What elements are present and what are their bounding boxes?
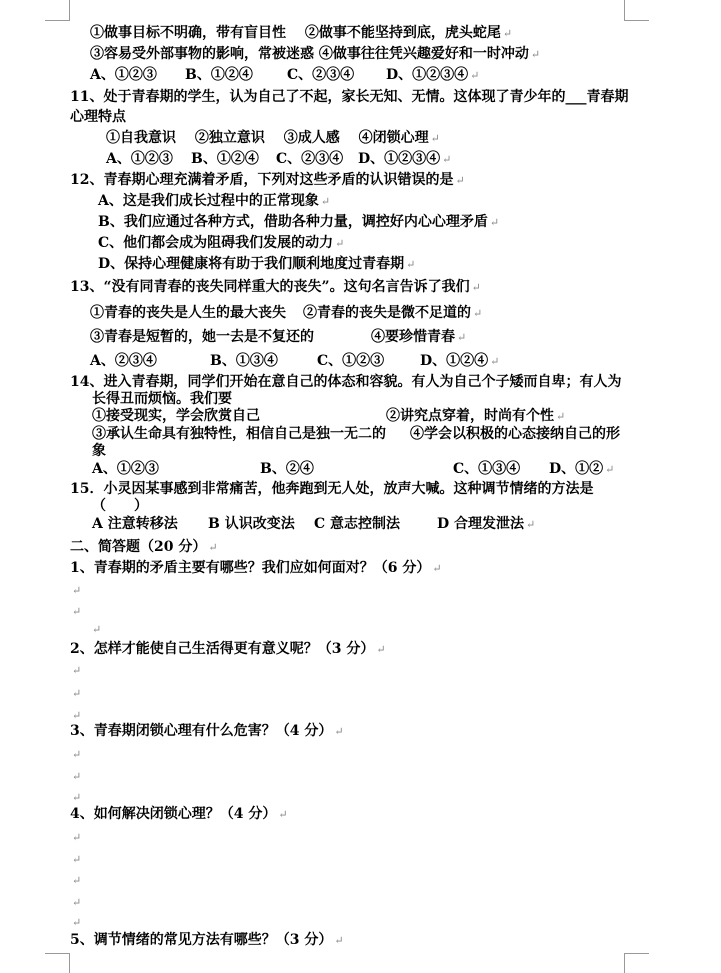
q11-choice-b: B、①②④ xyxy=(191,151,259,167)
q12-option-c: C、他们都会成为阻碍我们发展的动力 ↵ xyxy=(98,235,345,251)
q11-choice-d: D、①②③④ ↵ xyxy=(358,151,452,167)
blank-line: ↵ xyxy=(72,687,82,700)
q14-item-3: ③承认生命具有独特性，相信自己是独一无二的 xyxy=(92,426,386,442)
blank-line: ↵ xyxy=(72,770,82,783)
blank-line: ↵ xyxy=(72,916,82,929)
q13-item-4: ④要珍惜青春 ↵ xyxy=(371,329,467,345)
q13-choice-c: C、①②③ xyxy=(317,353,385,369)
blank-line: ↵ xyxy=(72,791,82,804)
q14-choice-d: D、①② ↵ xyxy=(549,461,615,477)
q10-choice-d: D、①②③④ ↵ xyxy=(386,67,480,83)
q12-option-a: A、这是我们成长过程中的正常现象 ↵ xyxy=(98,193,331,209)
crop-mark-bottom-right-h xyxy=(624,953,649,954)
blank-line: ↵ xyxy=(72,605,82,618)
q15-choice-a: A 注意转移法 xyxy=(92,516,178,532)
q14-item-4: ④学会以积极的心态接纳自己的形 xyxy=(410,426,620,442)
q13-item-1: ①青春的丧失是人生的最大丧失 xyxy=(90,305,286,321)
q10-choice-b: B、①②④ xyxy=(185,67,253,83)
short-answer-q1: 1、青春期的矛盾主要有哪些？我们应如何面对？（6 分） ↵ xyxy=(70,560,442,576)
crop-mark-bottom-right-v xyxy=(624,953,625,973)
crop-mark-top-right-v xyxy=(624,0,625,20)
blank-line: ↵ xyxy=(72,709,82,722)
blank-line: ↵ xyxy=(72,584,82,597)
q15-choice-d: D 合理发泄法 ↵ xyxy=(437,516,536,532)
crop-mark-top-left-h xyxy=(45,20,70,21)
section-2-title: 二、简答题（20 分） ↵ xyxy=(70,539,218,555)
q12-option-b: B、我们应通过各种方式，借助各种力量，调控好内心心理矛盾 ↵ xyxy=(98,214,500,230)
q11-choice-a: A、①②③ xyxy=(106,151,173,167)
crop-mark-bottom-left-v xyxy=(69,953,70,973)
q15-stem-line-1: 15．小灵因某事感到非常痛苦，他奔跑到无人处，放声大喊。这种调节情绪的方法是 xyxy=(70,481,594,497)
blank-line: ↵ xyxy=(72,874,82,887)
blank-line: ↵ xyxy=(72,664,82,677)
q13-stem: 13、“没有同青春的丧失同样重大的丧失”。这句名言告诉了我们 ↵ xyxy=(70,279,481,295)
q15-choice-b: B 认识改变法 xyxy=(208,516,295,532)
blank-line: ↵ xyxy=(72,853,82,866)
q12-stem: 12、青春期心理充满着矛盾，下列对这些矛盾的认识错误的是 ↵ xyxy=(70,172,465,188)
q14-item-4-cont: 象 xyxy=(92,443,106,459)
q15-choice-c: C 意志控制法 xyxy=(314,516,401,532)
q15-stem-line-2: （ ） xyxy=(92,498,148,514)
crop-mark-bottom-left-h xyxy=(45,953,70,954)
q13-choice-b: B、①③④ xyxy=(210,353,278,369)
short-answer-q2: 2、怎样才能使自己生活得更有意义呢？（3 分） ↵ xyxy=(70,641,386,657)
q14-item-1: ①接受现实，学会欣赏自己 xyxy=(92,408,260,424)
q10-choice-c: C、②③④ xyxy=(287,67,355,83)
q14-stem-line-2: 长得丑而烦恼。我们要 xyxy=(92,391,232,407)
q14-choice-b: B、②④ xyxy=(260,461,314,477)
q11-choice-c: C、②③④ xyxy=(276,151,344,167)
blank-line: ↵ xyxy=(72,896,82,909)
q14-stem-line-1: 14、进入青春期，同学们开始在意自己的体态和容貌。有人为自己个子矮而自卑；有人为 xyxy=(70,374,622,390)
q14-item-2: ②讲究点穿着，时尚有个性 ↵ xyxy=(386,408,566,424)
blank-line: ↵ xyxy=(72,831,82,844)
q14-choice-c: C、①③④ xyxy=(453,461,521,477)
blank-line: ↵ xyxy=(92,623,102,636)
q13-item-2: ②青春的丧失是微不足道的 ↵ xyxy=(303,305,483,321)
short-answer-q4: 4、如何解决闭锁心理？（4 分） ↵ xyxy=(70,806,288,822)
q10-option-line-1: ①做事目标不明确，带有盲目性 ②做事不能坚持到底，虎头蛇尾 ↵ xyxy=(90,25,513,41)
q10-choice-a: A、①②③ xyxy=(90,67,157,83)
q11-stem-line-1: 11、处于青春期的学生，认为自己了不起，家长无知、无情。这体现了青少年的___青春期 xyxy=(70,89,629,105)
crop-mark-top-right-h xyxy=(624,20,649,21)
q10-option-line-2: ③容易受外部事物的影响，常被迷惑 ④做事往往凭兴趣爱好和一时冲动 ↵ xyxy=(90,46,541,62)
q11-items: ①自我意识 ②独立意识 ③成人感 ④闭锁心理 ↵ xyxy=(106,130,440,146)
q13-item-3: ③青春是短暂的，她一去是不复还的 xyxy=(90,329,314,345)
short-answer-q5: 5、调节情绪的常见方法有哪些？（3 分） ↵ xyxy=(70,932,344,948)
q14-choice-a: A、①②③ xyxy=(92,461,159,477)
short-answer-q3: 3、青春期闭锁心理有什么危害？（4 分） ↵ xyxy=(70,723,344,739)
q12-option-d: D、保持心理健康将有助于我们顺利地度过青春期 ↵ xyxy=(98,256,416,272)
crop-mark-top-left-v xyxy=(69,0,70,20)
q13-choice-a: A、②③④ xyxy=(90,353,157,369)
q11-stem-line-2: 心理特点 xyxy=(70,109,126,125)
q13-choice-d: D、①②④ ↵ xyxy=(420,353,500,369)
blank-line: ↵ xyxy=(72,748,82,761)
